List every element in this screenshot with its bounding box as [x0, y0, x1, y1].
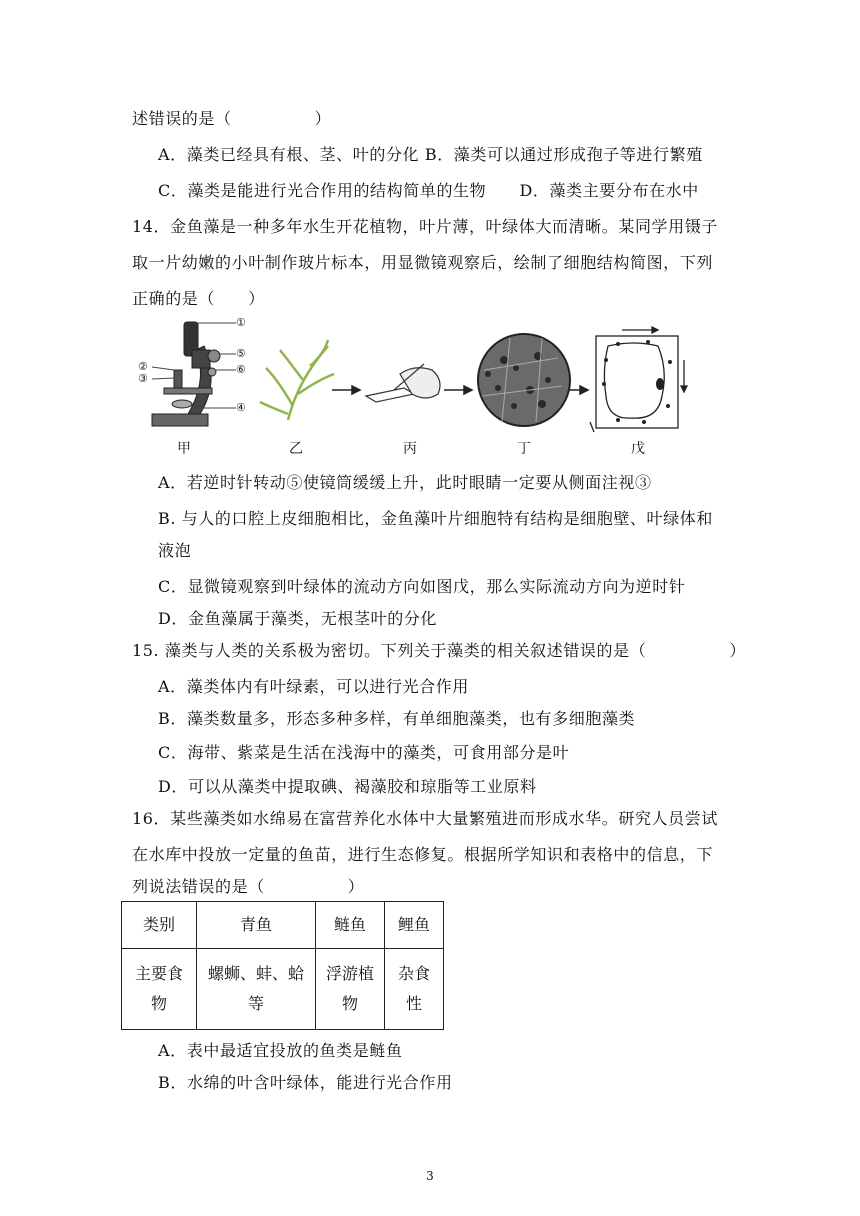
table-cell: 杂食 性	[385, 949, 444, 1030]
q14-option-d: D．金鱼藻属于藻类，无根茎叶的分化	[158, 609, 438, 628]
table-header-cell: 类别	[122, 902, 197, 949]
q16-stem-3: 列说法错误的是（ ）	[132, 877, 365, 896]
label-1: ①	[236, 316, 246, 329]
cell-drawing	[590, 327, 687, 432]
label-6: ⑥	[236, 363, 246, 376]
micrograph-drawing	[478, 334, 570, 426]
q14-figure	[138, 310, 698, 460]
page-number: 3	[426, 1169, 434, 1183]
q16-option-a: A．表中最适宜投放的鱼类是鲢鱼	[158, 1041, 403, 1060]
plant-drawing	[260, 340, 334, 420]
microscope-drawing	[152, 322, 220, 426]
table-row	[122, 902, 444, 949]
table-cell: 浮游植 物	[316, 949, 385, 1030]
q14-option-b-1: B. 与人的口腔上皮细胞相比，金鱼藻叶片细胞特有结构是细胞壁、叶绿体和	[158, 509, 713, 528]
q14-stem-1: 14．金鱼藻是一种多年水生开花植物，叶片薄，叶绿体大而清晰。某同学用镊子	[132, 217, 718, 236]
q14-stem-2: 取一片幼嫩的小叶制作玻片标本，用显微镜观察后，绘制了细胞结构简图，下列	[132, 253, 714, 272]
q15-option-d: D．可以从藻类中提取碘、褐藻胶和琼脂等工业原料	[158, 777, 537, 796]
q16-stem-1: 16．某些藻类如水绵易在富营养化水体中大量繁殖进而形成水华。研究人员尝试	[132, 809, 718, 828]
q15-stem: 15. 藻类与人类的关系极为密切。下列关于藻类的相关叙述错误的是（ ）	[132, 641, 746, 660]
fish-food-table	[121, 901, 444, 1030]
label-4: ④	[236, 401, 246, 414]
q13-stem-tail: 述错误的是（ ）	[132, 109, 332, 128]
q15-option-c: C．海带、紫菜是生活在浅海中的藻类，可食用部分是叶	[158, 743, 570, 762]
q13-options-cd: C．藻类是能进行光合作用的结构简单的生物 D．藻类主要分布在水中	[158, 181, 699, 200]
slide-preparation-drawing	[366, 364, 440, 402]
label-2: ②	[138, 360, 148, 373]
caption-yi: 乙	[289, 441, 303, 457]
label-3: ③	[138, 372, 148, 385]
q13-options-ab: A．藻类已经具有根、茎、叶的分化 B．藻类可以通过形成孢子等进行繁殖	[158, 145, 703, 164]
table-row-head: 主要食 物	[122, 949, 197, 1030]
caption-wu: 戊	[631, 441, 645, 457]
q14-option-c: C．显微镜观察到叶绿体的流动方向如图戊，那么实际流动方向为逆时针	[158, 577, 686, 596]
label-5: ⑤	[236, 347, 246, 360]
caption-ding: 丁	[517, 441, 531, 457]
table-header-cell: 鲤鱼	[385, 902, 444, 949]
table-cell: 螺蛳、蚌、蛤 等	[197, 949, 316, 1030]
q15-option-a: A．藻类体内有叶绿素，可以进行光合作用	[158, 677, 469, 696]
q15-option-b: B．藻类数量多，形态多种多样，有单细胞藻类，也有多细胞藻类	[158, 709, 636, 728]
caption-jia: 甲	[177, 441, 191, 457]
table-row	[122, 949, 444, 1030]
q14-option-a: A．若逆时针转动⑤使镜筒缓缓上升，此时眼睛一定要从侧面注视③	[158, 473, 652, 492]
table-header-cell: 鲢鱼	[316, 902, 385, 949]
caption-bing: 丙	[403, 441, 417, 457]
q16-option-b: B．水绵的叶含叶绿体，能进行光合作用	[158, 1073, 453, 1092]
q14-option-b-2: 液泡	[158, 541, 192, 560]
q14-stem-3: 正确的是（ ）	[132, 289, 265, 308]
table-header-cell: 青鱼	[197, 902, 316, 949]
q16-stem-2: 在水库中投放一定量的鱼苗，进行生态修复。根据所学知识和表格中的信息，下	[132, 845, 714, 864]
